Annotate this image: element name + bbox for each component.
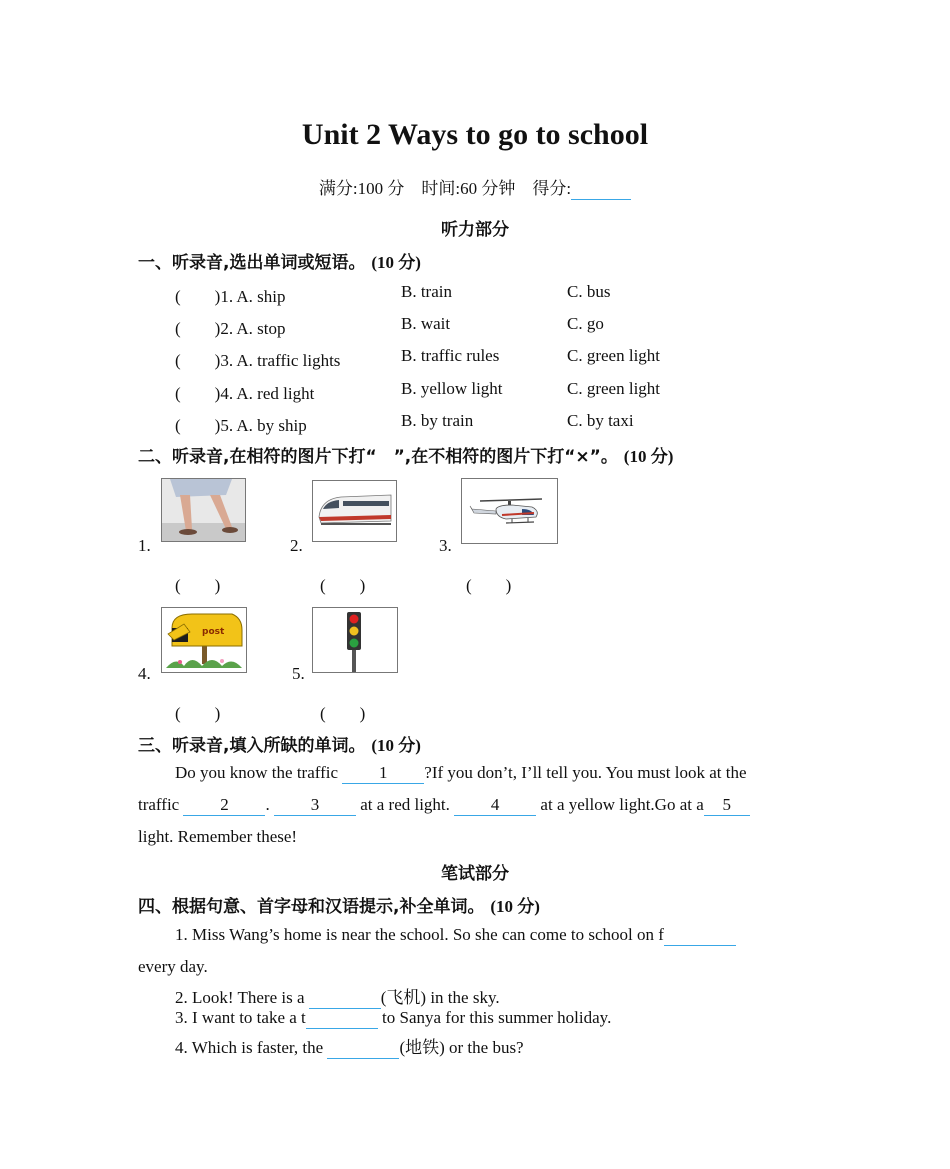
answer-paren[interactable]: ( ) xyxy=(175,319,221,338)
section2-heading xyxy=(138,442,673,467)
section1-item xyxy=(175,282,286,307)
answer-blank[interactable] xyxy=(306,1009,378,1029)
question-1 xyxy=(175,925,736,946)
helicopter-picture xyxy=(461,478,558,544)
question-text: 1. Miss Wang’s home is near the school. So she can come to school on f xyxy=(175,925,664,944)
answer-paren[interactable]: ( ) xyxy=(175,351,221,370)
section3-points: (10 分) xyxy=(371,736,421,755)
post-mailbox-picture xyxy=(161,607,247,673)
option-a: 2. A. stop xyxy=(220,319,286,338)
picture-number: 5. xyxy=(292,664,305,683)
picture-number: 4. xyxy=(138,664,151,683)
option-b: B. by train xyxy=(401,411,474,430)
answer-paren[interactable]: ( ) xyxy=(175,416,221,435)
option-a: 4. A. red light xyxy=(220,384,315,403)
section3-title: 三、听录音,填入所缺的单词。 xyxy=(138,736,366,756)
answer-blank[interactable] xyxy=(327,1039,399,1059)
passage-text: at a red light. xyxy=(355,795,455,814)
option-a: 3. A. traffic lights xyxy=(220,351,341,370)
question-text: 4. Which is faster, the xyxy=(175,1038,328,1057)
picture-number: 3. xyxy=(439,536,452,555)
option-b: B. yellow light xyxy=(401,379,503,398)
walking-feet-icon xyxy=(162,479,245,541)
option-c: C. green light xyxy=(567,346,661,365)
question-2 xyxy=(175,983,500,1009)
score-blank[interactable] xyxy=(571,180,631,200)
mailbox-label: post xyxy=(202,627,225,637)
answer-paren[interactable]: ( ) xyxy=(320,704,366,723)
section1-item xyxy=(175,411,307,436)
page-title: Unit 2 Ways to go to school xyxy=(301,118,649,151)
answer-paren[interactable]: ( ) xyxy=(175,287,221,306)
helicopter-icon xyxy=(462,479,557,543)
fill-blank-3[interactable]: 3 xyxy=(274,796,356,816)
listening-heading: 听力部分 xyxy=(441,220,509,240)
question-text: 3. I want to take a t xyxy=(175,1008,306,1027)
question-1-continued: every day. xyxy=(138,957,208,976)
section1-item xyxy=(175,379,314,404)
traffic-light-icon xyxy=(313,608,397,672)
answer-blank[interactable] xyxy=(664,926,736,946)
picture-number: 1. xyxy=(138,536,151,555)
option-a: 5. A. by ship xyxy=(220,416,307,435)
option-c: C. green light xyxy=(567,379,661,398)
answer-paren[interactable]: ( ) xyxy=(175,384,221,403)
option-a: 1. A. ship xyxy=(220,287,286,306)
section4-points: (10 分) xyxy=(490,897,540,916)
passage-text: ?If you don’t, I’ll tell you. You must look at the xyxy=(424,763,747,782)
section1-item xyxy=(175,314,286,339)
passage-line-3: light. Remember these! xyxy=(138,827,298,846)
option-c: C. bus xyxy=(567,282,611,301)
option-b: B. wait xyxy=(401,314,451,333)
section1-points: (10 分) xyxy=(371,253,421,272)
section2-title: 二、听录音,在相符的图片下打“ ”,在不相符的图片下打“×”。 xyxy=(138,447,618,467)
fill-blank-1[interactable]: 1 xyxy=(342,764,424,784)
passage-line-2 xyxy=(138,795,750,816)
question-3 xyxy=(175,1008,611,1029)
option-b: B. train xyxy=(401,282,452,301)
question-4 xyxy=(175,1033,524,1059)
passage-text: . xyxy=(265,795,274,814)
passage-text: traffic xyxy=(138,795,184,814)
question-text: (地铁) or the bus? xyxy=(399,1038,524,1057)
question-text: to Sanya for this summer holiday. xyxy=(377,1008,612,1027)
question-text: (飞机) in the sky. xyxy=(380,988,500,1007)
option-c: C. go xyxy=(567,314,604,333)
section1-item xyxy=(175,346,340,371)
train-picture xyxy=(312,480,397,542)
answer-paren[interactable]: ( ) xyxy=(320,576,366,595)
fill-blank-5[interactable]: 5 xyxy=(704,796,750,816)
section4-title: 四、根据句意、首字母和汉语提示,补全单词。 xyxy=(138,897,485,917)
answer-paren[interactable]: ( ) xyxy=(175,576,221,595)
exam-meta-text: 满分:100 分 时间:60 分钟 得分: xyxy=(318,179,572,198)
answer-paren[interactable]: ( ) xyxy=(175,704,221,723)
section4-heading xyxy=(138,892,540,917)
passage-line-1 xyxy=(175,763,747,784)
fill-blank-4[interactable]: 4 xyxy=(454,796,536,816)
exam-meta xyxy=(0,174,950,200)
section1-title: 一、听录音,选出单词或短语。 xyxy=(138,253,366,273)
section2-points: (10 分) xyxy=(623,447,674,466)
answer-paren[interactable]: ( ) xyxy=(466,576,512,595)
picture-number: 2. xyxy=(290,536,303,555)
fill-blank-2[interactable]: 2 xyxy=(183,796,265,816)
passage-text: Do you know the traffic xyxy=(175,763,343,782)
traffic-light-picture xyxy=(312,607,398,673)
option-c: C. by taxi xyxy=(567,411,634,430)
writing-heading: 笔试部分 xyxy=(441,864,509,884)
question-text: 2. Look! There is a xyxy=(175,988,309,1007)
answer-blank[interactable] xyxy=(309,989,381,1009)
section1-heading xyxy=(138,248,421,273)
option-b: B. traffic rules xyxy=(401,346,500,365)
section3-heading xyxy=(138,731,421,756)
walking-feet-picture xyxy=(161,478,246,542)
passage-text: at a yellow light.Go at a xyxy=(536,795,704,814)
mailbox-icon xyxy=(162,608,246,672)
train-icon xyxy=(313,481,396,541)
